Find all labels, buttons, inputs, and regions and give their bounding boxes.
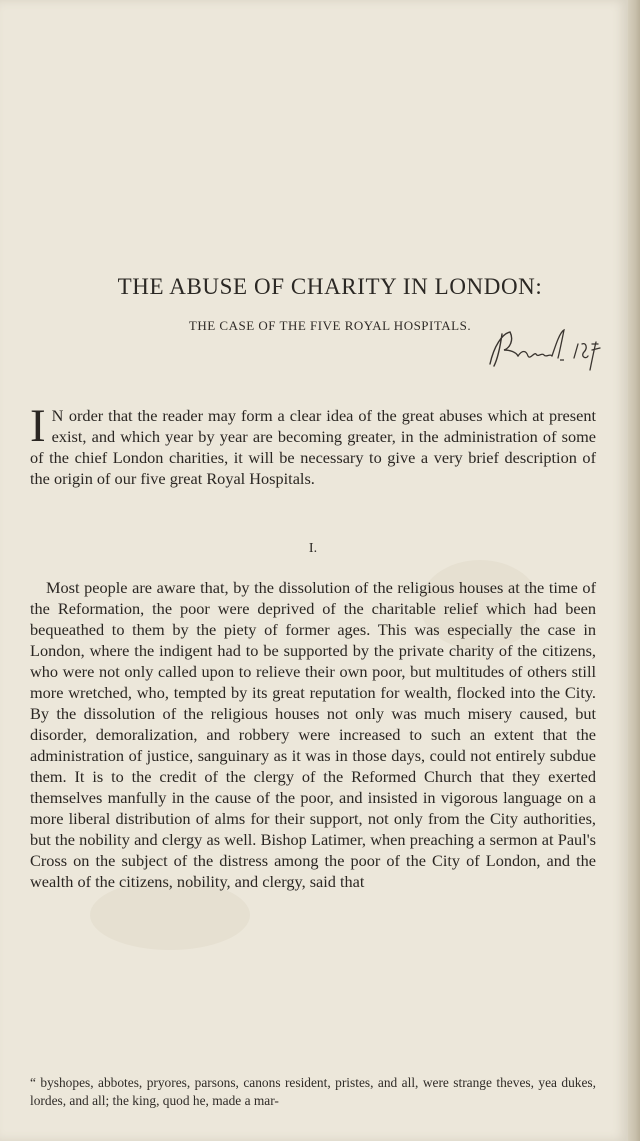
quotation-continuation: “ byshopes, abbotes, pryores, parsons, canons resident, pristes, and all, were strange theves, yea dukes, lordes, and all; the king, quod he, made a mar-: [30, 1075, 596, 1108]
document-subtitle: THE CASE OF THE FIVE ROYAL HOSPITALS.: [188, 318, 472, 333]
page-edge: [628, 0, 640, 1141]
document-title: THE ABUSE OF CHARITY IN LONDON:: [117, 274, 543, 299]
intro-text: order that the reader may form a clear idea of the great abuses which at present exist, and which year by year are becoming greater, in the administration of some of the chief London charities, it will be necessary to give a very brief description of the origin of our five great Royal Hospitals.: [30, 406, 596, 488]
drop-cap: I: [30, 400, 46, 452]
section-paragraph: Most people are aware that, by the dissolution of the religious houses at the time of the Reformation, the poor were deprived of the charitable relief which had been bequeathed to them by the piety of former ages. This was especially the case in London, where the indigent had to be supported by the private charity of the citizens, who were not only called upon to relieve their own poor, but multitudes of others still more wretched, who, tempted by its great reputation for wealth, flocked into the City. By the dissolution of the religious houses not only was much misery caused, but disorder, demoralization, and robbery were increased to such an extent that the administration of justice, sanguinary as it was in those days, could not entirely subdue them. It is to the credit of the clergy of the Reformed Church that they exerted themselves manfully in the cause of the poor, and insisted in vigorous language on a more liberal distribution of alms for their support, not only from the City authorities, but the nobility and clergy as well. Bishop Latimer, when preaching a sermon at Paul's Cross on the subject of the distress among the poor of the City of London, and the wealth of the citizens, nobility, and clergy, said that: [30, 578, 596, 891]
intro-paragraph: [30, 400, 596, 489]
handwritten-signature: [480, 326, 610, 372]
intro-first-word-rest: N: [51, 406, 64, 425]
section-number: I.: [308, 541, 318, 556]
